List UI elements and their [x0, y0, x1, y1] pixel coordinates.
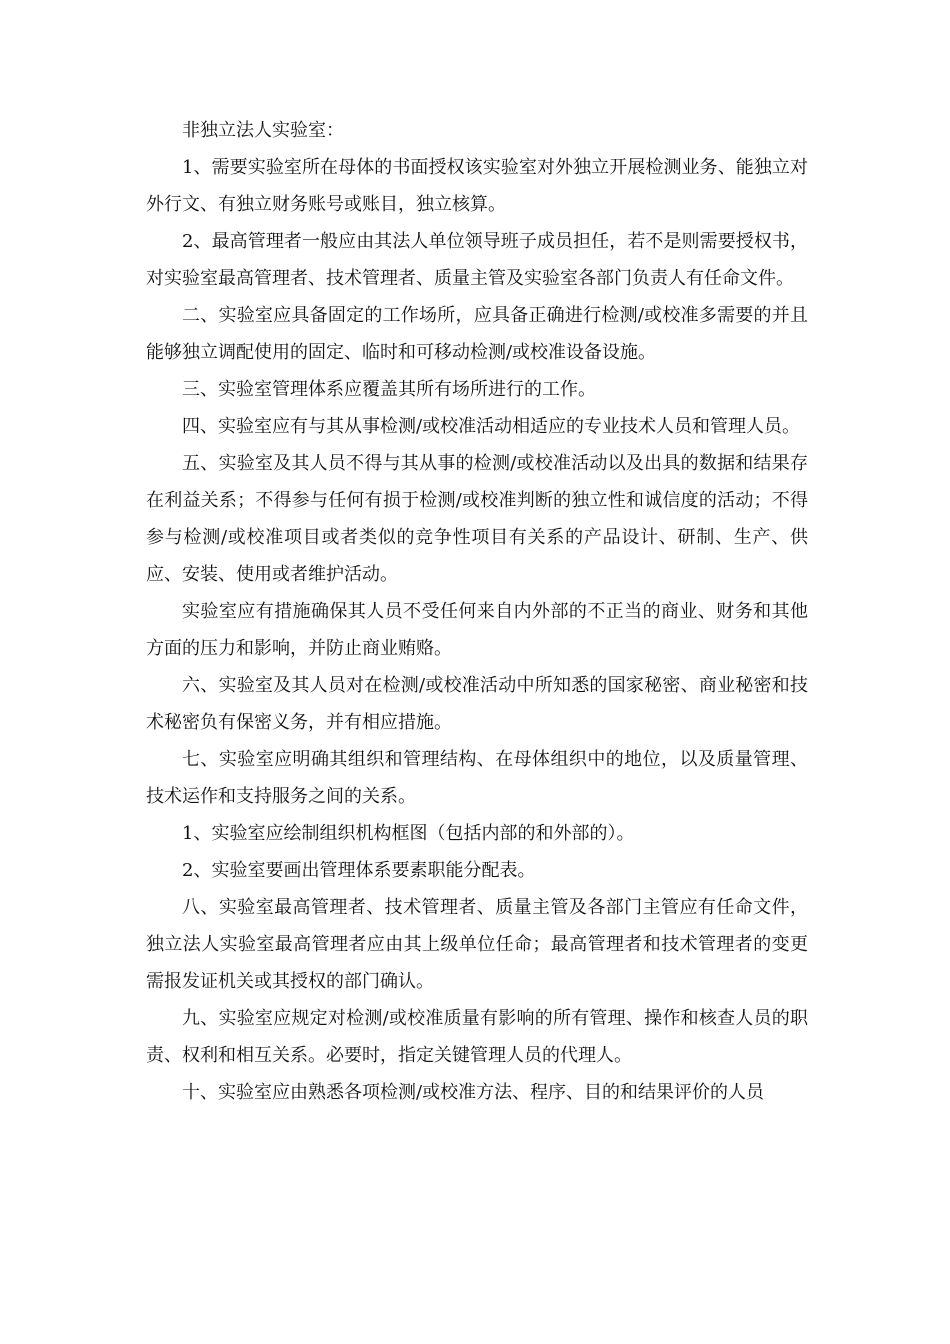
paragraph: 九、实验室应规定对检测/或校准质量有影响的所有管理、操作和核查人员的职责、权利和相互关系。必要时，指定关键管理人员的代理人。	[146, 1008, 808, 1066]
paragraph: 二、实验室应具备固定的工作场所，应具备正确进行检测/或校准多需要的并且能够独立调配使用的固定、临时和可移动检测/或校准设备设施。	[146, 305, 808, 363]
paragraph: 1、需要实验室所在母体的书面授权该实验室对外独立开展检测业务、能独立对外行文、有独立财务账号或账目，独立核算。	[146, 157, 808, 215]
section-heading: 非独立法人实验室：	[182, 120, 344, 141]
paragraph: 2、实验室要画出管理体系要素职能分配表。	[182, 860, 536, 881]
paragraph: 六、实验室及其人员对在检测/或校准活动中所知悉的国家秘密、商业秘密和技术秘密负有保密义务，并有相应措施。	[146, 675, 808, 733]
paragraph: 2、最高管理者一般应由其法人单位领导班子成员担任，若不是则需要授权书，对实验室最高管理者、技术管理者、质量主管及实验室各部门负责人有任命文件。	[146, 231, 808, 289]
paragraph: 三、实验室管理体系应覆盖其所有场所进行的工作。	[182, 379, 596, 400]
paragraph: 实验室应有措施确保其人员不受任何来自内外部的不正当的商业、财务和其他方面的压力和影响，并防止商业贿赂。	[146, 601, 808, 659]
paragraph: 十、实验室应由熟悉各项检测/或校准方法、程序、目的和结果评价的人员	[182, 1082, 765, 1103]
paragraph: 1、实验室应绘制组织机构框图（包括内部的和外部的）。	[182, 823, 635, 844]
paragraph: 四、实验室应有与其从事检测/或校准活动相适应的专业技术人员和管理人员。	[182, 416, 801, 437]
paragraph: 七、实验室应明确其组织和管理结构、在母体组织中的地位，以及质量管理、技术运作和支持服务之间的关系。	[146, 749, 808, 807]
paragraph: 八、实验室最高管理者、技术管理者、质量主管及各部门主管应有任命文件，独立法人实验室最高管理者应由其上级单位任命；最高管理者和技术管理者的变更需报发证机关或其授权的部门确认。	[146, 897, 808, 992]
paragraph: 五、实验室及其人员不得与其从事的检测/或校准活动以及出具的数据和结果存在利益关系；不得参与任何有损于检测/或校准判断的独立性和诚信度的活动；不得参与检测/或校准项目或者类似的竞争性项目有关系的产品设计、研制、生产、供应、安装、使用或者维护活动。	[146, 453, 808, 585]
document-body	[146, 112, 808, 1111]
